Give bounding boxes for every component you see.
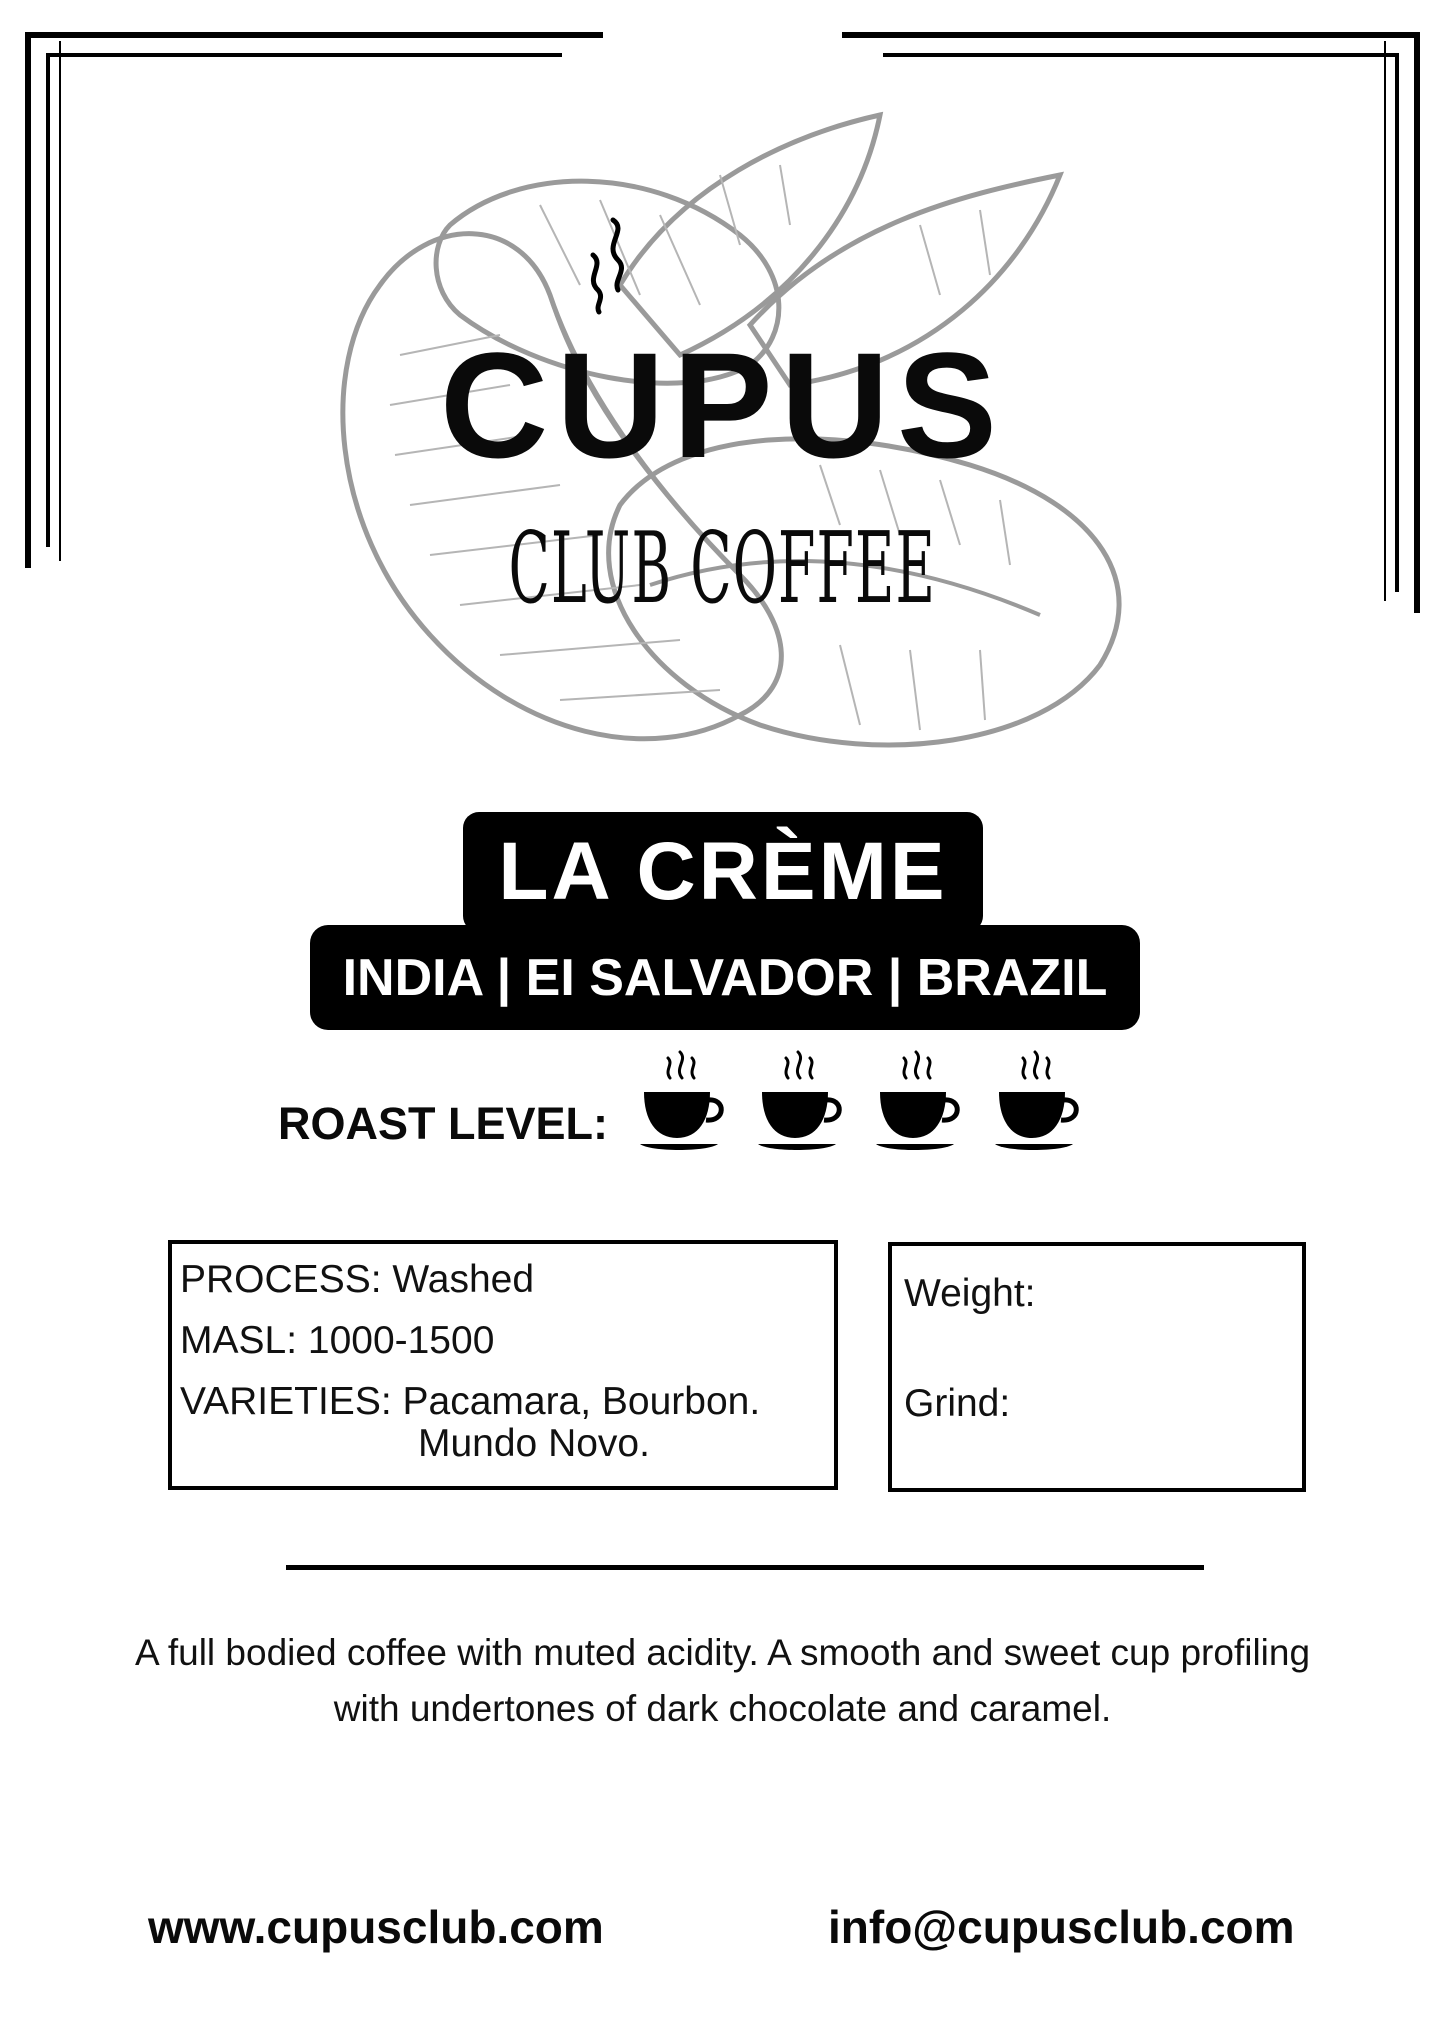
coffee-cup-icon — [874, 1050, 964, 1155]
brand-subtitle: CLUB COFFEE — [508, 512, 936, 626]
roast-level-label: ROAST LEVEL: — [278, 1098, 609, 1149]
specs-box — [168, 1240, 838, 1490]
product-description: A full bodied coffee with muted acidity. A smooth and sweet cup profiling with undertones of dark chocolate and caramel. — [134, 1632, 1311, 1729]
website-link: www.cupusclub.com — [148, 1901, 604, 1953]
product-origins: INDIA | EI SALVADOR | BRAZIL — [310, 925, 1140, 1030]
coffee-cup-icon — [638, 1050, 728, 1155]
product-title: LA CRÈME — [463, 812, 983, 932]
coffee-cup-icon — [756, 1050, 846, 1155]
process-spec: PROCESS: Washed — [180, 1258, 535, 1301]
email-link: info@cupusclub.com — [828, 1901, 1295, 1953]
steam-icon — [573, 210, 643, 320]
weight-grind-box — [888, 1242, 1306, 1492]
varieties-spec-continued: Mundo Novo. — [418, 1422, 650, 1465]
varieties-spec: VARIETIES: Pacamara, Bourbon. — [180, 1380, 761, 1423]
brand-name: CUPUS — [439, 321, 1006, 489]
divider-line — [286, 1565, 1204, 1570]
weight-field-label: Weight: — [904, 1272, 1036, 1315]
coffee-cup-icon — [993, 1050, 1083, 1155]
grind-field-label: Grind: — [904, 1382, 1011, 1425]
masl-spec: MASL: 1000-1500 — [180, 1319, 495, 1362]
